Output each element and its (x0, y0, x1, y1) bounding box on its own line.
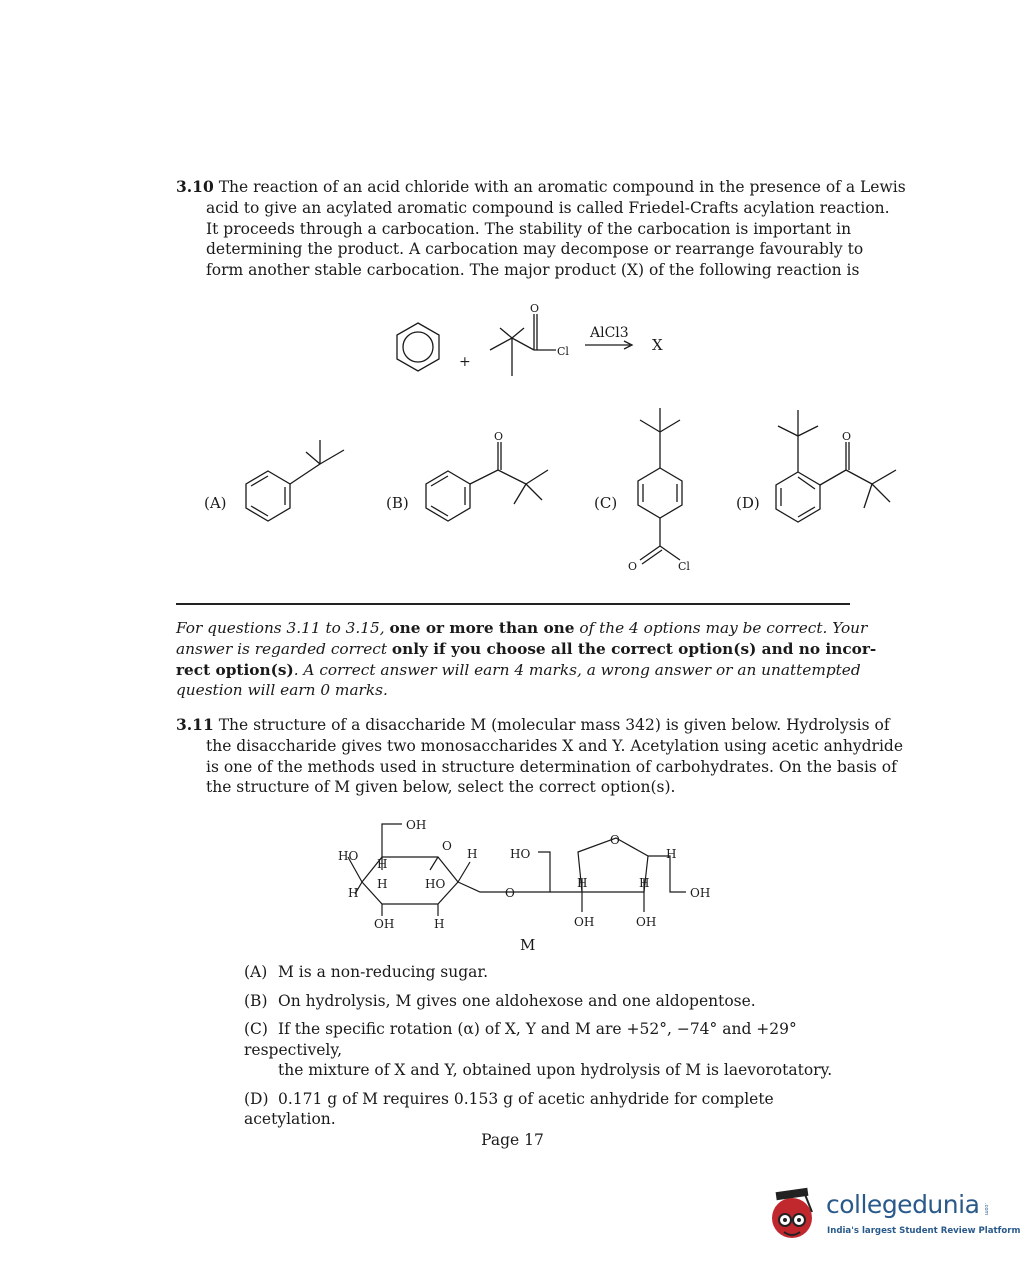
chlorine-label: Cl (557, 345, 569, 358)
oxygen-label: O (628, 560, 638, 573)
section-instructions: For questions 3.11 to 3.15, one or more than one of the 4 options may be correct. Your answer is regarded correct only if you choose all the correct option(s) and no incor- rect option(s). A correct answer will earn 4 marks, a wrong answer or an unattempted question will earn 0 marks. (176, 619, 877, 700)
disaccharide-structure (330, 812, 730, 962)
svg-text:H: H (377, 857, 388, 871)
svg-text:OH: OH (374, 917, 395, 931)
option-b-label: (B) (386, 494, 409, 512)
question-number: 3.11 (176, 715, 214, 734)
option-a-label: (A) (204, 494, 227, 512)
question-3-11-options (244, 962, 854, 1138)
brand-name: collegedunia (826, 1190, 980, 1219)
svg-text:H: H (434, 917, 445, 931)
svg-text:OH: OH (574, 915, 595, 929)
svg-text:HO: HO (425, 877, 446, 891)
page-number: Page 17 (481, 1131, 544, 1149)
chlorine-label: Cl (678, 560, 690, 573)
option-c-label: (C) (594, 494, 618, 512)
section-divider (176, 603, 850, 605)
option-a: (A) M is a non-reducing sugar. (244, 963, 489, 981)
svg-text:H: H (639, 876, 650, 890)
svg-text:O: O (610, 833, 620, 847)
oxygen-label: O (842, 430, 852, 443)
svg-text:OH: OH (406, 818, 427, 832)
svg-text:O: O (442, 839, 452, 853)
oxygen-label: O (494, 430, 504, 443)
reaction-scheme (380, 296, 700, 386)
mascot-icon (766, 1178, 824, 1248)
option-b: (B) On hydrolysis, M gives one aldohexose and one aldopentose. (244, 991, 756, 1010)
svg-text:H: H (666, 847, 677, 861)
svg-text:HO: HO (338, 849, 359, 863)
collegedunia-logo (766, 1178, 1021, 1248)
question-3-10: 3.10 The reaction of an acid chloride with an aromatic compound in the presence of a Lewis acid to give an acylated aromatic compound is called Friedel-Crafts acylation reaction. It proceeds through a carbocation. The stability of the carbocation is important in determining the product. A carbocation may decompose or rearrange favourably to form another stable carbocation. The major product (X) of the following reaction is (176, 177, 906, 280)
question-number: 3.10 (176, 177, 214, 196)
svg-text:H: H (577, 876, 588, 890)
svg-text:H: H (377, 877, 388, 891)
svg-text:H: H (348, 886, 359, 900)
answer-structures (196, 400, 910, 580)
option-c: (C) If the specific rotation (α) of X, Y and M are +52°, −74° and +29° respectively, the mixture of X and Y, obtained upon hydrolysis of M is laevorotatory. (244, 1020, 833, 1079)
svg-text:H: H (467, 847, 478, 861)
svg-text:OH: OH (636, 915, 657, 929)
svg-text:O: O (505, 886, 515, 900)
svg-text:OH: OH (690, 886, 711, 900)
svg-text:HO: HO (510, 847, 531, 861)
brand-com: .com (983, 1203, 989, 1216)
brand-tagline: India's largest Student Review Platform (827, 1226, 1021, 1236)
reagent-label: AlCl3 (590, 325, 629, 341)
option-d: (D) 0.171 g of M requires 0.153 g of acetic anhydride for complete acetylation. (244, 1089, 774, 1128)
oxygen-label: O (530, 302, 540, 315)
option-d-label: (D) (736, 494, 760, 512)
question-3-11: 3.11 The structure of a disaccharide M (molecular mass 342) is given below. Hydrolysis of the disaccharide gives two monosaccharides X and Y. Acetylation using acetic anhydride is one of the methods used in structure determination of carbohydrates. On the basis of the structure of M given below, select the correct option(s). (176, 715, 904, 797)
structure-caption: M (520, 936, 536, 954)
product-label: X (652, 336, 663, 354)
plus-sign: + (459, 354, 471, 370)
